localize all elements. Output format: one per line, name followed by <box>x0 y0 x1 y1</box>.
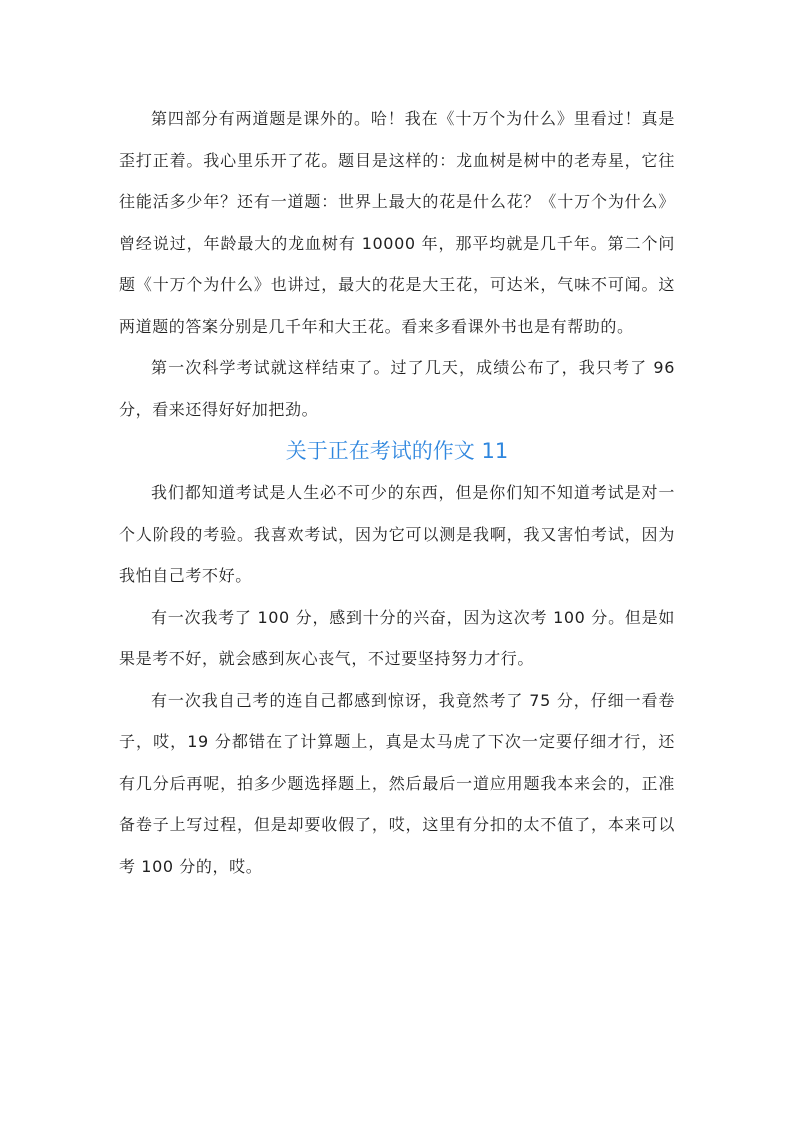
document-content <box>119 98 675 887</box>
paragraph-75-points: 有一次我自己考的连自己都感到惊讶，我竟然考了 75 分，仔细一看卷子，哎，19 分都错在了计算题上，真是太马虎了下次一定要仔细才行，还有几分后再呢，拍多少题选择题上，然后最后一道应用题我本来会的，正准备卷子上写过程，但是却要收假了，哎，这里有分扣的太不值了，本来可以考 100 分的，哎。 <box>119 690 675 876</box>
section-heading: 关于正在考试的作文 11 <box>285 439 509 463</box>
paragraph-result: 第一次科学考试就这样结束了。过了几天，成绩公布了，我只考了 96 分，看来还得好好加把劲。 <box>119 358 675 419</box>
paragraph-questions: 第四部分有两道题是课外的。哈！我在《十万个为什么》里看过！真是歪打正着。我心里乐开了花。题目是这样的：龙血树是树中的老寿星，它往往能活多少年？还有一道题：世界上最大的花是什么花？《十万个为什么》曾经说过，年龄最大的龙血树有 10000 年，那平均就是几千年。第二个问题《十万个为什么》也讲过，最大的花是大王花，可达米，气味不可闻。这两道题的答案分别是几千年和大王花。看来多看课外书也是有帮助的。 <box>119 109 675 336</box>
paragraph-100-points: 有一次我考了 100 分，感到十分的兴奋，因为这次考 100 分。但是如果是考不好，就会感到灰心丧气，不过要坚持努力才行。 <box>119 607 675 668</box>
paragraph-intro: 我们都知道考试是人生必不可少的东西，但是你们知不知道考试是对一个人阶段的考验。我喜欢考试，因为它可以测是我啊，我又害怕考试，因为我怕自己考不好。 <box>119 483 675 585</box>
